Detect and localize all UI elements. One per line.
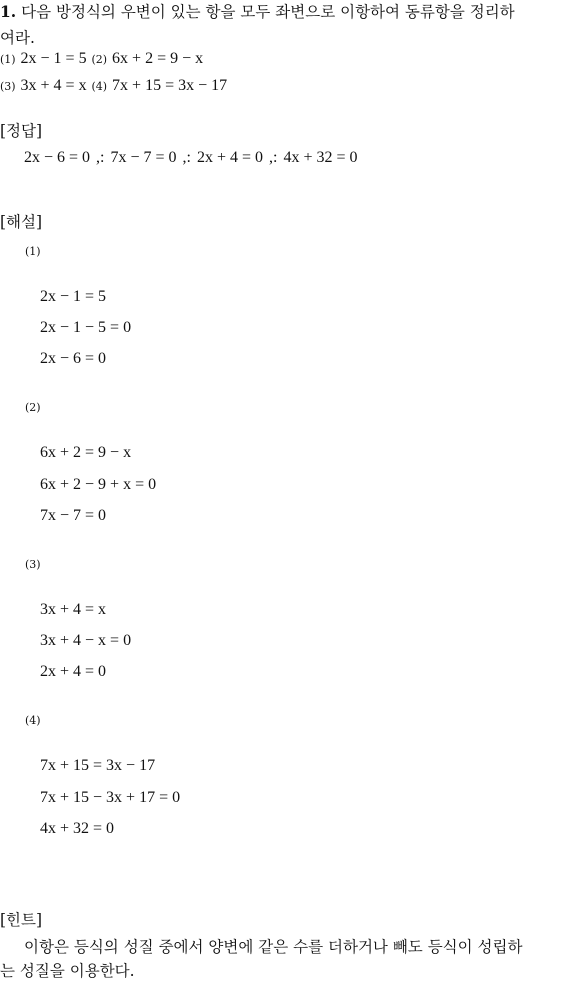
question-number: 1. [0, 2, 17, 21]
explanation-step: 2x − 1 − 5 = 0 [40, 319, 132, 336]
question-items-row-2 [0, 75, 227, 97]
explanation-step: 2x − 1 = 5 [40, 288, 107, 305]
question-line-2 [0, 28, 35, 48]
explanation-step: 6x + 2 = 9 − x [40, 444, 132, 461]
item-equation: 2x − 1 = 5 [20, 50, 87, 67]
explanation-step: 3x + 4 = x [40, 601, 107, 618]
answer-separator: ,: [182, 149, 191, 166]
answer-separator: ,: [96, 149, 105, 166]
explanation-step: 6x + 2 − 9 + x = 0 [40, 476, 157, 493]
item-label: (2) [91, 53, 108, 66]
answer-value: 2x − 6 = 0 [24, 149, 91, 166]
explanation-part-label: (3) [25, 558, 41, 571]
item-label: (1) [0, 53, 16, 66]
answer-header: [정답] [0, 122, 43, 140]
explanation-step: 4x + 32 = 0 [40, 820, 115, 837]
item-equation: 3x + 4 = x [20, 77, 87, 94]
question-text-2: 여라. [0, 29, 35, 47]
question-items-row-1 [0, 48, 203, 70]
answer-value: 4x + 32 = 0 [283, 149, 358, 166]
question-line-1 [0, 2, 515, 22]
explanation-header: [해설] [0, 213, 43, 231]
item-label: (3) [0, 80, 16, 93]
explanation-step: 2x + 4 = 0 [40, 663, 107, 680]
explanation-step: 3x + 4 − x = 0 [40, 632, 132, 649]
answer-value: 2x + 4 = 0 [197, 149, 264, 166]
item-equation: 7x + 15 = 3x − 17 [112, 77, 228, 94]
explanation-part-label: (1) [25, 245, 41, 258]
explanation-step: 7x + 15 − 3x + 17 = 0 [40, 789, 181, 806]
explanation-part-label: (4) [25, 714, 41, 727]
answer-value: 7x − 7 = 0 [110, 149, 177, 166]
question-text-1: 다음 방정식의 우변이 있는 항을 모두 좌변으로 이항하여 동류항을 정리하 [21, 3, 515, 21]
answer-values [24, 148, 358, 168]
answer-separator: ,: [269, 149, 278, 166]
explanation-step: 7x + 15 = 3x − 17 [40, 757, 156, 774]
explanation-step: 2x − 6 = 0 [40, 350, 107, 367]
explanation-step: 7x − 7 = 0 [40, 507, 107, 524]
hint-header: [힌트] [0, 911, 43, 929]
hint-text-1: 이항은 등식의 성질 중에서 양변에 같은 수를 더하거나 빼도 등식이 성립하 [24, 938, 523, 956]
item-equation: 6x + 2 = 9 − x [112, 50, 204, 67]
explanation-part-label: (2) [25, 401, 41, 414]
item-label: (4) [91, 80, 108, 93]
hint-text-2: 는 성질을 이용한다. [0, 962, 135, 980]
